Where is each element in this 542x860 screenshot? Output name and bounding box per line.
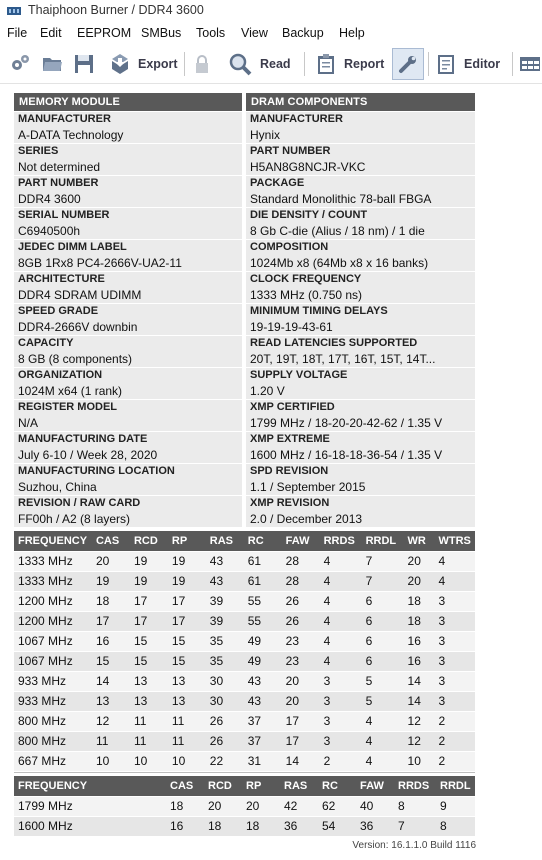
table-header-row [14,776,475,796]
dram-field [246,208,475,240]
table-row[interactable] [14,671,475,691]
table-cell: 667 MHz [14,751,92,771]
field-value[interactable]: N/A [18,416,39,430]
column-header[interactable]: RRDL [362,531,404,551]
table-cell: 13 [92,691,130,711]
table-row[interactable] [14,551,475,571]
table-cell: 5 [362,671,404,691]
table-cell: 20 [404,571,435,591]
table-cell: 36 [356,816,394,836]
table-cell: 43 [206,551,244,571]
table-cell: 18 [166,796,204,816]
table-cell: 54 [318,816,356,836]
table-cell: 19 [130,571,168,591]
table-cell: 15 [130,651,168,671]
table-cell: 3 [435,631,475,651]
dram-field [246,272,475,304]
module-field [14,496,242,528]
table-cell: 18 [92,591,130,611]
table-row[interactable] [14,611,475,631]
field-label: SERIES [18,145,59,157]
table-cell: 4 [435,551,475,571]
field-label: MANUFACTURER [250,113,343,125]
table-cell: 43 [206,571,244,591]
dram-field [246,112,475,144]
table-cell: 17 [130,591,168,611]
memory-module-header: MEMORY MODULE [14,93,242,111]
menu-eeprom[interactable]: EEPROM [77,26,132,40]
field-label: XMP REVISION [250,497,330,509]
table-cell: 30 [206,671,244,691]
field-value[interactable]: 2.0 / December 2013 [250,512,363,526]
table-cell: 16 [92,631,130,651]
table-row[interactable] [14,571,475,591]
table-cell: 7 [394,816,436,836]
module-field [14,176,242,208]
table-cell: 16 [404,651,435,671]
field-label: MINIMUM TIMING DELAYS [250,305,388,317]
dram-field [246,144,475,176]
module-field [14,208,242,240]
table-cell: 20 [282,691,320,711]
dram-field [246,304,475,336]
table-cell: 10 [92,751,130,771]
table-cell: 17 [168,611,206,631]
table-cell: 26 [206,711,244,731]
field-label: CLOCK FREQUENCY [250,273,362,285]
table-cell: 13 [130,691,168,711]
field-label: MANUFACTURING LOCATION [18,465,175,477]
table-cell: 3 [320,691,362,711]
table-cell: 17 [130,611,168,631]
table-cell: 20 [92,551,130,571]
table-cell: 18 [204,816,242,836]
field-label: SPD REVISION [250,465,329,477]
table-cell: 11 [92,731,130,751]
field-value[interactable]: July 6-10 / Week 28, 2020 [18,448,158,462]
table-cell: 20 [204,796,242,816]
table-cell: 4 [320,551,362,571]
module-field [14,432,242,464]
table-cell: 11 [168,731,206,751]
table-cell: 61 [244,571,282,591]
field-label: SPEED GRADE [18,305,99,317]
module-field [14,240,242,272]
table-cell: 31 [244,751,282,771]
xmp-timings-table [14,776,475,836]
field-label: SERIAL NUMBER [18,209,110,221]
lock-button[interactable] [190,48,214,80]
field-label: COMPOSITION [250,241,329,253]
table-cell: 17 [92,611,130,631]
report-button[interactable] [314,48,384,80]
field-value[interactable]: DDR4 3600 [18,192,81,206]
table-cell: 1067 MHz [14,651,92,671]
field-value[interactable]: A-DATA Technology [18,128,124,142]
table-cell: 39 [206,591,244,611]
field-label: XMP EXTREME [250,433,330,445]
settings-button[interactable] [8,48,32,80]
field-label: ORGANIZATION [18,369,103,381]
table-cell: 12 [92,711,130,731]
table-cell: 8 [394,796,436,816]
toolbar [0,44,542,84]
column-header[interactable]: FREQUENCY [14,776,166,796]
table-cell: 40 [356,796,394,816]
table-cell: 61 [244,551,282,571]
table-cell: 4 [320,571,362,591]
table-divider [14,772,475,773]
table-cell: 2 [435,711,475,731]
column-header[interactable]: RRDS [394,776,436,796]
table-row[interactable] [14,691,475,711]
field-value[interactable]: FF00h / A2 (8 layers) [18,512,131,526]
field-label: PACKAGE [250,177,305,189]
field-value[interactable]: 1799 MHz / 18-20-20-42-62 / 1.35 V [250,416,443,430]
table-cell: 5 [362,691,404,711]
table-cell: 19 [92,571,130,591]
table-cell: 9 [436,796,475,816]
table-cell: 20 [282,671,320,691]
table-cell: 4 [435,571,475,591]
module-field [14,304,242,336]
field-label: READ LATENCIES SUPPORTED [250,337,418,349]
window-title: Thaiphoon Burner / DDR4 3600 [28,3,204,17]
table-cell: 43 [244,691,282,711]
jedec-timings-table [14,531,475,771]
table-cell: 13 [168,671,206,691]
table-cell: 7 [362,571,404,591]
table-row[interactable] [14,651,475,671]
table-cell: 35 [206,651,244,671]
module-field [14,144,242,176]
table-cell: 37 [244,731,282,751]
table-cell: 16 [404,631,435,651]
table-cell: 49 [244,651,282,671]
table-cell: 10 [168,751,206,771]
read-button[interactable] [228,48,291,80]
column-header[interactable]: CAS [166,776,204,796]
field-value[interactable]: 8 Gb C-die (Alius / 18 nm) / 1 die [250,224,425,238]
module-field [14,400,242,432]
table-cell: 49 [244,631,282,651]
table-cell: 2 [435,751,475,771]
table-cell: 42 [280,796,318,816]
field-label: REVISION / RAW CARD [18,497,141,509]
dram-field [246,176,475,208]
field-label: CAPACITY [18,337,74,349]
table-cell: 15 [92,651,130,671]
column-header[interactable]: RC [244,531,282,551]
table-cell: 4 [362,731,404,751]
table-cell: 17 [282,711,320,731]
lock-icon [190,52,214,76]
table-cell: 800 MHz [14,731,92,751]
column-header[interactable]: RRDL [436,776,475,796]
table-row[interactable] [14,816,475,836]
table-cell: 16 [166,816,204,836]
table-cell: 12 [404,711,435,731]
field-value[interactable]: 8GB 1Rx8 PC4-2666V-UA2-11 [18,256,182,270]
field-value[interactable]: H5AN8G8NCJR-VKC [250,160,366,174]
field-label: PART NUMBER [18,177,99,189]
field-value[interactable]: Hynix [250,128,281,142]
export-button[interactable] [108,48,178,80]
column-header[interactable]: FREQUENCY [14,531,92,551]
table-cell: 2 [320,751,362,771]
table-cell: 3 [435,611,475,631]
open-button[interactable] [40,48,64,80]
table-row[interactable] [14,591,475,611]
table-cell: 14 [92,671,130,691]
table-cell: 14 [404,691,435,711]
table-cell: 3 [320,671,362,691]
export-icon [108,52,132,76]
table-icon [518,52,540,76]
table-cell: 933 MHz [14,671,92,691]
title-bar [0,0,542,22]
toolbar-separator [512,52,513,76]
grid-view-button[interactable] [518,48,540,80]
table-cell: 1333 MHz [14,571,92,591]
tools-button[interactable] [392,48,424,80]
table-cell: 30 [206,691,244,711]
table-cell: 14 [282,751,320,771]
table-cell: 26 [282,611,320,631]
table-cell: 6 [362,631,404,651]
dram-field [246,464,475,496]
table-cell: 55 [244,591,282,611]
column-header[interactable]: RAS [280,776,318,796]
column-header[interactable]: RRDS [320,531,362,551]
table-row[interactable] [14,711,475,731]
clipboard-icon [314,52,338,76]
export-label: Export [138,57,178,71]
column-header[interactable]: RC [318,776,356,796]
menu-tools[interactable]: Tools [196,26,226,40]
field-label: DIE DENSITY / COUNT [250,209,368,221]
magnifier-icon [228,52,254,76]
table-cell: 1600 MHz [14,816,166,836]
table-cell: 1333 MHz [14,551,92,571]
table-cell: 20 [404,551,435,571]
table-cell: 18 [404,611,435,631]
column-header[interactable]: RCD [204,776,242,796]
table-cell: 37 [244,711,282,731]
field-value[interactable]: 8 GB (8 components) [18,352,133,366]
table-cell: 3 [435,651,475,671]
field-label: SUPPLY VOLTAGE [250,369,348,381]
table-cell: 28 [282,571,320,591]
menu-bar [0,22,542,44]
table-cell: 10 [130,751,168,771]
folder-icon [40,52,64,76]
table-cell: 22 [206,751,244,771]
table-cell: 8 [436,816,475,836]
table-cell: 18 [242,816,280,836]
field-label: REGISTER MODEL [18,401,118,413]
column-header[interactable]: WTRS [435,531,475,551]
table-cell: 2 [435,731,475,751]
editor-icon [434,52,458,76]
table-cell: 1200 MHz [14,591,92,611]
column-header[interactable]: CAS [92,531,130,551]
gears-icon [8,52,32,76]
toolbar-separator [304,52,305,76]
table-cell: 39 [206,611,244,631]
table-row[interactable] [14,751,475,771]
table-cell: 15 [130,631,168,651]
table-cell: 62 [318,796,356,816]
table-cell: 4 [362,711,404,731]
field-value[interactable]: 19-19-19-43-61 [250,320,333,334]
field-value[interactable]: Standard Monolithic 78-ball FBGA [250,192,432,206]
table-cell: 20 [242,796,280,816]
table-row[interactable] [14,796,475,816]
table-cell: 12 [404,731,435,751]
read-label: Read [260,57,291,71]
table-cell: 7 [362,551,404,571]
table-cell: 19 [130,551,168,571]
field-value[interactable]: DDR4 SDRAM UDIMM [18,288,142,302]
table-cell: 28 [282,551,320,571]
module-field [14,112,242,144]
toolbar-separator [184,52,185,76]
table-cell: 11 [130,711,168,731]
table-cell: 10 [404,751,435,771]
table-cell: 4 [362,751,404,771]
field-value[interactable]: 1333 MHz (0.750 ns) [250,288,363,302]
menu-smbus[interactable]: SMBus [141,26,182,40]
table-cell: 6 [362,611,404,631]
field-value[interactable]: 1600 MHz / 16-18-18-36-54 / 1.35 V [250,448,443,462]
toolbar-separator [428,52,429,76]
field-value[interactable]: C6940500h [18,224,81,238]
dram-field [246,336,475,368]
menu-file[interactable]: File [7,26,28,40]
table-cell: 3 [435,671,475,691]
table-cell: 6 [362,651,404,671]
table-cell: 3 [435,691,475,711]
table-cell: 11 [168,711,206,731]
table-cell: 11 [130,731,168,751]
field-value[interactable]: 20T, 19T, 18T, 17T, 16T, 15T, 14T... [250,352,436,366]
dram-field [246,400,475,432]
wrench-icon [396,52,420,76]
table-cell: 13 [130,671,168,691]
table-cell: 36 [280,816,318,836]
column-header[interactable]: RAS [206,531,244,551]
table-cell: 43 [244,671,282,691]
app-icon [6,3,22,19]
field-label: PART NUMBER [250,145,331,157]
field-value[interactable]: Not determined [18,160,101,174]
table-cell: 18 [404,591,435,611]
field-label: ARCHITECTURE [18,273,105,285]
table-row[interactable] [14,631,475,651]
table-cell: 6 [362,591,404,611]
column-header[interactable]: RP [168,531,206,551]
column-header[interactable]: FAW [282,531,320,551]
menu-help[interactable]: Help [339,26,365,40]
table-cell: 4 [320,651,362,671]
save-button[interactable] [72,48,96,80]
dram-field [246,240,475,272]
field-label: MANUFACTURER [18,113,111,125]
field-value[interactable]: DDR4-2666V downbin [18,320,138,334]
table-cell: 26 [206,731,244,751]
menu-view[interactable]: View [241,26,268,40]
table-cell: 1200 MHz [14,611,92,631]
report-label: Report [344,57,385,71]
field-value[interactable]: 1.1 / September 2015 [250,480,366,494]
table-cell: 4 [320,611,362,631]
table-cell: 23 [282,631,320,651]
column-header[interactable]: FAW [356,776,394,796]
table-cell: 3 [320,711,362,731]
column-header[interactable]: RCD [130,531,168,551]
field-label: XMP CERTIFIED [250,401,335,413]
table-cell: 19 [168,571,206,591]
module-field [14,336,242,368]
field-value[interactable]: 1024M x64 (1 rank) [18,384,123,398]
table-cell: 3 [435,591,475,611]
column-header[interactable]: WR [404,531,435,551]
table-cell: 4 [320,631,362,651]
dram-field [246,368,475,400]
floppy-icon [72,52,96,76]
field-label: MANUFACTURING DATE [18,433,148,445]
table-cell: 17 [168,591,206,611]
table-cell: 1799 MHz [14,796,166,816]
editor-button[interactable] [434,48,500,80]
table-header-row [14,531,475,551]
editor-label: Editor [464,57,501,71]
table-cell: 17 [282,731,320,751]
table-cell: 1067 MHz [14,631,92,651]
table-cell: 26 [282,591,320,611]
module-field [14,464,242,496]
menu-edit[interactable]: Edit [40,26,62,40]
table-cell: 3 [320,731,362,751]
field-value[interactable]: Suzhou, China [18,480,97,494]
table-cell: 19 [168,551,206,571]
dram-field [246,496,475,528]
table-cell: 4 [320,591,362,611]
version-label: Version: 16.1.1.0 Build 1116 [352,840,476,851]
table-cell: 14 [404,671,435,691]
table-cell: 35 [206,631,244,651]
dram-field [246,432,475,464]
table-cell: 15 [168,651,206,671]
table-row[interactable] [14,731,475,751]
table-cell: 800 MHz [14,711,92,731]
field-value[interactable]: 1024Mb x8 (64Mb x8 x 16 banks) [250,256,429,270]
table-cell: 933 MHz [14,691,92,711]
module-field [14,272,242,304]
dram-components-header: DRAM COMPONENTS [246,93,475,111]
field-value[interactable]: 1.20 V [250,384,285,398]
menu-backup[interactable]: Backup [282,26,324,40]
field-label: JEDEC DIMM LABEL [18,241,127,253]
table-cell: 13 [168,691,206,711]
module-field [14,368,242,400]
table-cell: 55 [244,611,282,631]
table-cell: 15 [168,631,206,651]
table-cell: 23 [282,651,320,671]
column-header[interactable]: RP [242,776,280,796]
